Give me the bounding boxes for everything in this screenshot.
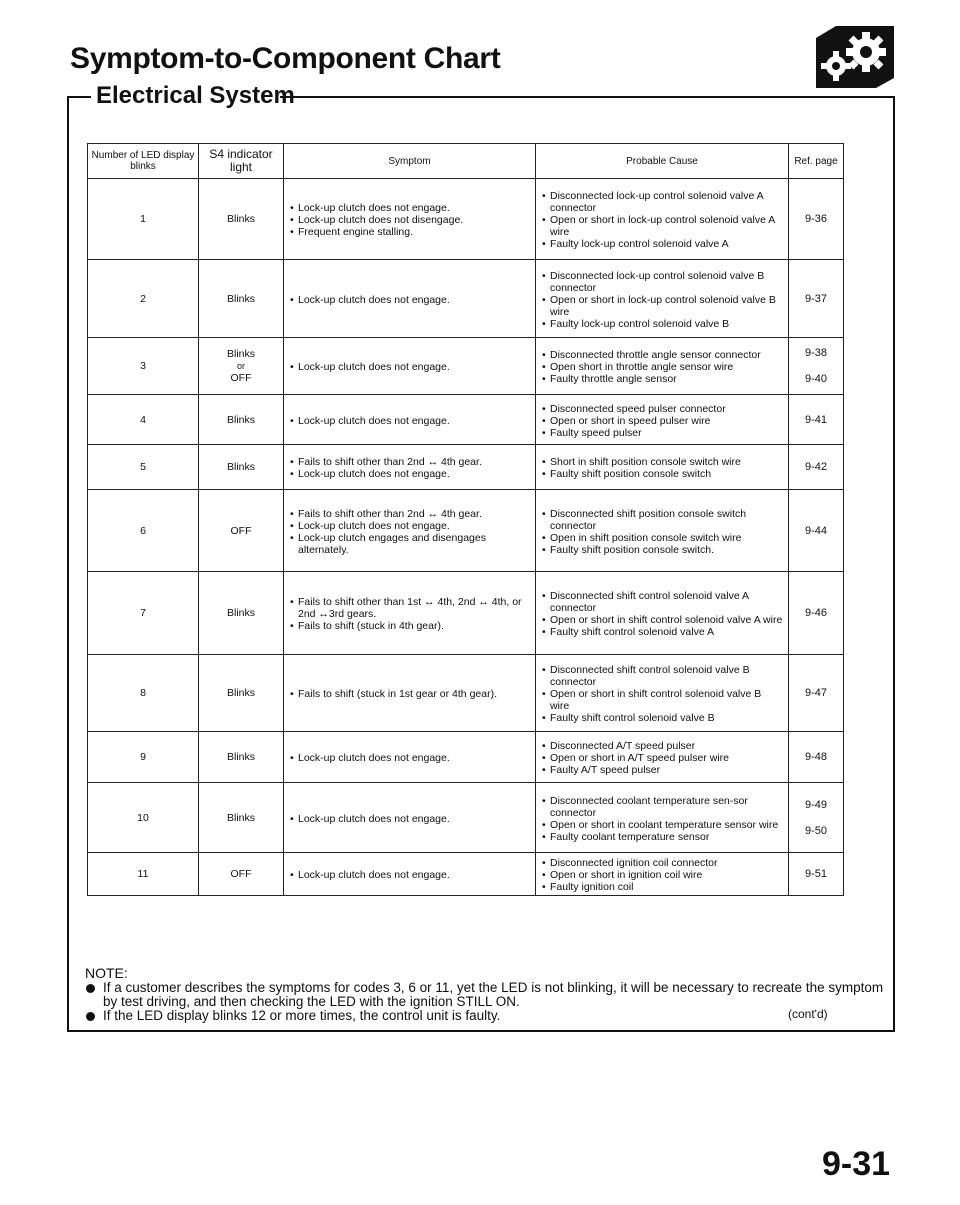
symptom-item (290, 214, 530, 226)
bullet-icon: • (290, 226, 294, 238)
note-bullet-icon (86, 1012, 95, 1021)
ref-page-cell (789, 395, 844, 445)
frame-border-top-left (67, 96, 91, 98)
cause-item-list (542, 795, 783, 843)
symptom-item-list (290, 294, 530, 306)
symptom-item (290, 869, 530, 881)
cause-cell (536, 490, 789, 572)
frame-border-bottom (67, 1030, 895, 1032)
bullet-icon: • (542, 238, 546, 250)
led-blink-count: 11 (88, 853, 199, 896)
cause-item-text: Open or short in lock-up control solenoid valve B wire (550, 293, 776, 318)
note-item (85, 981, 895, 1009)
symptom-item (290, 508, 530, 520)
bullet-icon: • (290, 869, 294, 881)
ref-page-cell (789, 853, 844, 896)
symptom-cell (284, 260, 536, 338)
cause-item (542, 869, 783, 881)
bullet-icon: • (290, 214, 294, 226)
cause-item (542, 318, 783, 330)
cause-item (542, 712, 783, 724)
cause-item (542, 508, 783, 532)
bullet-icon: • (542, 740, 546, 752)
s4-state-text: Blinks (226, 348, 255, 360)
cause-cell (536, 338, 789, 395)
bullet-icon: • (542, 688, 546, 700)
symptom-item-text: Fails to shift (stuck in 1st gear or 4th gear). (298, 688, 497, 700)
bullet-icon: • (290, 812, 294, 825)
header-probable-cause: Probable Cause (536, 144, 789, 179)
cause-item-text: Open or short in coolant temperature sensor wire (550, 818, 779, 831)
cause-item-text: Faulty coolant temperature sensor (550, 830, 710, 843)
bullet-icon: • (542, 269, 546, 282)
cause-item (542, 740, 783, 752)
ref-page-number: 9-41 (804, 413, 828, 426)
symptom-item-text: Lock-up clutch does not engage. (298, 812, 450, 825)
symptom-cell (284, 732, 536, 783)
symptom-item-text: Lock-up clutch does not engage. (298, 361, 450, 373)
cause-item-list (542, 456, 783, 480)
cause-item-text: Faulty shift control solenoid valve A (550, 626, 715, 638)
cause-item (542, 688, 783, 712)
cause-item-text: Disconnected ignition coil connector (550, 857, 718, 869)
symptom-cell (284, 179, 536, 260)
bullet-icon: • (542, 664, 546, 676)
ref-page-number: 9-44 (804, 524, 828, 537)
header-ref-page: Ref. page (789, 144, 844, 179)
cause-cell (536, 445, 789, 490)
cause-item (542, 238, 783, 250)
symptom-item (290, 468, 530, 480)
s4-state-text: Blinks (226, 607, 255, 619)
ref-page-cell (789, 732, 844, 783)
section-title: Electrical System (96, 82, 295, 109)
cause-item-list (542, 740, 783, 776)
symptom-item-text: Fails to shift other than 2nd ↔ 4th gear. (298, 507, 482, 520)
ref-page-cell (789, 260, 844, 338)
bullet-icon: • (542, 426, 546, 439)
bullet-icon: • (542, 468, 546, 480)
bullet-icon: • (542, 590, 546, 602)
symptom-cell (284, 853, 536, 896)
symptom-item-text: Lock-up clutch does not engage. (298, 869, 450, 881)
s4-indicator-state (199, 572, 284, 655)
cause-item (542, 190, 783, 214)
symptom-cell (284, 338, 536, 395)
bullet-icon: • (542, 373, 546, 385)
bullet-icon: • (290, 620, 294, 632)
led-blink-count: 5 (88, 445, 199, 490)
cause-item-text: Faulty shift position console switch (550, 468, 712, 480)
cause-item-text: Disconnected shift position console switch connector (550, 507, 747, 532)
symptom-item-list (290, 752, 530, 764)
bullet-icon: • (290, 361, 294, 373)
symptom-item (290, 532, 530, 556)
cause-cell (536, 783, 789, 853)
bullet-icon: • (290, 414, 294, 427)
header-s4-indicator: S4 indicator light (199, 144, 284, 179)
cause-item-list (542, 590, 783, 638)
led-blink-count: 3 (88, 338, 199, 395)
cause-item (542, 468, 783, 480)
symptom-item (290, 294, 530, 306)
cause-item (542, 214, 783, 238)
cause-item-text: Open or short in speed pulser wire (550, 414, 711, 427)
bullet-icon: • (290, 752, 294, 764)
ref-page-cell (789, 338, 844, 395)
cause-item-text: Disconnected A/T speed pulser (550, 740, 696, 752)
symptom-cell (284, 655, 536, 732)
symptom-item-text: Lock-up clutch does not engage. (298, 468, 450, 480)
ref-page-cell (789, 572, 844, 655)
symptom-table (87, 143, 844, 896)
symptom-item-list (290, 415, 530, 427)
cause-item-text: Open or short in lock-up control solenoid valve A wire (550, 214, 775, 238)
page-number: 9-31 (822, 1145, 891, 1183)
led-blink-count: 1 (88, 179, 199, 260)
bullet-icon: • (542, 818, 546, 831)
led-blink-count: 10 (88, 783, 199, 853)
led-blink-count: 6 (88, 490, 199, 572)
bullet-icon: • (542, 190, 546, 202)
cause-item (542, 361, 783, 373)
s4-indicator-state (199, 783, 284, 853)
cause-item (542, 831, 783, 843)
ref-page-cell (789, 490, 844, 572)
cause-item (542, 532, 783, 544)
bullet-icon: • (290, 519, 294, 532)
cause-item (542, 881, 783, 893)
bullet-icon: • (542, 456, 546, 468)
symptom-item-text: Lock-up clutch does not engage. (298, 519, 450, 532)
cause-item (542, 752, 783, 764)
symptom-item (290, 520, 530, 532)
s4-state-text: Blinks (226, 687, 255, 699)
table-row (88, 572, 844, 655)
cause-item (542, 614, 783, 626)
bullet-icon: • (542, 764, 546, 776)
symptom-item-list (290, 456, 530, 480)
symptom-cell (284, 395, 536, 445)
cause-item-list (542, 349, 783, 385)
cause-item (542, 590, 783, 614)
cause-item-list (542, 857, 783, 893)
cause-item-text: Open in shift position console switch wire (550, 531, 742, 544)
led-blink-count: 4 (88, 395, 199, 445)
cause-cell (536, 572, 789, 655)
cause-item-list (542, 190, 783, 250)
bullet-icon: • (542, 869, 546, 881)
continued-label: (cont'd) (788, 1007, 828, 1021)
symptom-item-list (290, 596, 530, 632)
cause-item-text: Disconnected lock-up control solenoid valve A connector (550, 190, 764, 214)
cause-item-text: Faulty shift control solenoid valve B (550, 712, 715, 724)
s4-indicator-state (199, 853, 284, 896)
bullet-icon: • (542, 531, 546, 544)
cause-item-list (542, 664, 783, 724)
bullet-icon: • (290, 507, 294, 520)
table-row (88, 179, 844, 260)
symptom-cell (284, 490, 536, 572)
header-led-blinks: Number of LED display blinks (88, 144, 199, 179)
symptom-item-text: Lock-up clutch does not disengage. (298, 214, 464, 226)
table-row (88, 490, 844, 572)
s4-state-text: OFF (230, 868, 252, 880)
s4-indicator-state (199, 490, 284, 572)
s4-state-text: Blinks (226, 292, 255, 305)
led-blink-count: 2 (88, 260, 199, 338)
led-blink-count: 9 (88, 732, 199, 783)
cause-cell (536, 395, 789, 445)
s4-indicator-state (199, 445, 284, 490)
bullet-icon: • (290, 293, 294, 306)
cause-item-list (542, 403, 783, 439)
note-bullet-icon (86, 984, 95, 993)
symptom-item-text: Fails to shift other than 1st ↔ 4th, 2nd ↔ 4th, or 2nd ↔3rd gears. (298, 596, 522, 620)
cause-item-text: Disconnected shift control solenoid valve B connector (550, 664, 750, 688)
bullet-icon: • (290, 688, 294, 700)
table-header-row (88, 144, 844, 179)
s4-state-text: Blinks (226, 213, 255, 225)
table-row (88, 260, 844, 338)
s4-indicator-state (199, 732, 284, 783)
cause-item-text: Disconnected lock-up control solenoid valve B connector (550, 269, 765, 294)
cause-item (542, 415, 783, 427)
led-blink-count: 7 (88, 572, 199, 655)
table-row (88, 655, 844, 732)
cause-item (542, 664, 783, 688)
cause-item (542, 795, 783, 819)
cause-item (542, 456, 783, 468)
ref-page-number: 9-46 (804, 607, 828, 619)
symptom-item-list (290, 508, 530, 556)
bullet-icon: • (542, 361, 546, 373)
bullet-icon: • (542, 626, 546, 638)
bullet-icon: • (542, 317, 546, 330)
led-blink-count: 8 (88, 655, 199, 732)
symptom-cell (284, 783, 536, 853)
cause-item-text: Faulty lock-up control solenoid valve B (550, 317, 730, 330)
frame-border-top-right (280, 96, 893, 98)
table-row (88, 853, 844, 896)
cause-item-text: Faulty throttle angle sensor (550, 373, 677, 385)
frame-border-right (893, 96, 895, 1030)
cause-item-text: Open or short in ignition coil wire (550, 869, 703, 881)
symptom-item (290, 456, 530, 468)
cause-item-text: Faulty speed pulser (550, 426, 642, 439)
symptom-item-list (290, 361, 530, 373)
ref-page-cell (789, 179, 844, 260)
symptom-item-text: Lock-up clutch does not engage. (298, 293, 450, 306)
bullet-icon: • (542, 507, 546, 520)
ref-page-cell (789, 445, 844, 490)
cause-item-text: Short in shift position console switch wire (550, 456, 741, 468)
cause-item-text: Faulty A/T speed pulser (550, 764, 661, 776)
bullet-icon: • (290, 468, 294, 480)
symptom-item (290, 361, 530, 373)
bullet-icon: • (542, 881, 546, 893)
ref-page-number: 9-51 (804, 868, 828, 880)
cause-item (542, 819, 783, 831)
symptom-item-text: Lock-up clutch does not engage. (298, 752, 450, 764)
s4-state-text: Blinks (226, 413, 255, 426)
symptom-item-text: Frequent engine stalling. (298, 226, 413, 238)
bullet-icon: • (542, 794, 546, 807)
ref-page-number: 9-38 (804, 347, 828, 359)
cause-item-text: Open or short in shift control solenoid valve A wire (550, 614, 783, 626)
s4-state-text: OFF (230, 524, 252, 537)
symptom-item (290, 620, 530, 632)
cause-item-text: Open or short in A/T speed pulser wire (550, 752, 729, 764)
cause-item-list (542, 270, 783, 330)
cause-item (542, 427, 783, 439)
bullet-icon: • (542, 402, 546, 415)
s4-indicator-state (199, 338, 284, 395)
s4-state-text: Blinks (226, 751, 255, 763)
table-row (88, 395, 844, 445)
bullet-icon: • (542, 830, 546, 843)
cause-cell (536, 260, 789, 338)
s4-indicator-state (199, 260, 284, 338)
ref-page-number: 9-36 (804, 213, 828, 225)
symptom-item (290, 752, 530, 764)
cause-item (542, 764, 783, 776)
table-row (88, 445, 844, 490)
symptom-item-list (290, 688, 530, 700)
ref-page-number: 9-40 (804, 373, 828, 385)
s4-indicator-state (199, 179, 284, 260)
cause-item (542, 544, 783, 556)
symptom-item (290, 415, 530, 427)
ref-page-number: 9-48 (804, 751, 828, 763)
cause-item-text: Faulty ignition coil (550, 881, 634, 893)
cause-item (542, 349, 783, 361)
s4-state-text: Blinks (226, 811, 255, 824)
s4-state-text: or (236, 361, 245, 371)
bullet-icon: • (542, 214, 546, 226)
s4-indicator-state (199, 655, 284, 732)
cause-item (542, 270, 783, 294)
cause-cell (536, 732, 789, 783)
bullet-icon: • (542, 414, 546, 427)
ref-page-number: 9-50 (804, 824, 828, 837)
symptom-item-list (290, 202, 530, 238)
symptom-item-text: Fails to shift other than 2nd ↔ 4th gear. (298, 456, 482, 468)
transmission-gears-icon (808, 20, 896, 90)
symptom-item-list (290, 869, 530, 881)
symptom-cell (284, 445, 536, 490)
cause-item-text: Disconnected speed pulser connector (550, 402, 726, 415)
ref-page-number: 9-37 (804, 292, 828, 305)
note-text: If a customer describes the symptoms for codes 3, 6 or 11, yet the LED is not blinking, it will be necessary to recreate the symptom by test driving, and then checking the LED with the ignition STILL ON. (103, 980, 884, 1009)
frame-border-left (67, 96, 69, 1030)
bullet-icon: • (542, 349, 546, 361)
bullet-icon: • (542, 712, 546, 724)
note-item (85, 1009, 895, 1023)
bullet-icon: • (290, 456, 294, 468)
note-text: If the LED display blinks 12 or more times, the control unit is faulty. (103, 1008, 501, 1023)
symptom-item-text: Lock-up clutch does not engage. (298, 202, 450, 214)
cause-item-text: Open or short in shift control solenoid valve B wire (550, 688, 762, 712)
cause-item (542, 403, 783, 415)
table-row (88, 338, 844, 395)
ref-page-number: 9-49 (804, 798, 828, 811)
bullet-icon: • (290, 596, 294, 608)
note-label: NOTE: (85, 965, 128, 981)
symptom-item (290, 813, 530, 825)
bullet-icon: • (542, 752, 546, 764)
header-symptom: Symptom (284, 144, 536, 179)
ref-page-number: 9-47 (804, 687, 828, 699)
symptom-item (290, 688, 530, 700)
cause-cell (536, 853, 789, 896)
bullet-icon: • (290, 531, 294, 544)
symptom-item-list (290, 813, 530, 825)
cause-item-text: Disconnected throttle angle sensor connector (550, 349, 761, 361)
symptom-item-text: Lock-up clutch engages and disengages alternately. (298, 531, 486, 556)
cause-item-list (542, 508, 783, 556)
symptom-item-text: Fails to shift (stuck in 4th gear). (298, 620, 444, 632)
cause-item (542, 857, 783, 869)
bullet-icon: • (290, 202, 294, 214)
ref-page-cell (789, 783, 844, 853)
symptom-cell (284, 572, 536, 655)
cause-item-text: Faulty lock-up control solenoid valve A (550, 238, 729, 250)
bullet-icon: • (542, 293, 546, 306)
cause-item (542, 373, 783, 385)
notes-list (85, 981, 895, 1023)
table-row (88, 732, 844, 783)
symptom-item-text: Lock-up clutch does not engage. (298, 414, 450, 427)
s4-state-text: OFF (230, 372, 252, 384)
cause-item (542, 294, 783, 318)
cause-item-text: Open short in throttle angle sensor wire (550, 361, 734, 373)
cause-item-text: Faulty shift position console switch. (550, 543, 714, 556)
s4-indicator-state (199, 395, 284, 445)
symptom-item (290, 202, 530, 214)
cause-cell (536, 655, 789, 732)
symptom-item (290, 596, 530, 620)
s4-state-text: Blinks (226, 461, 255, 473)
symptom-item (290, 226, 530, 238)
cause-item-text: Disconnected shift control solenoid valve A connector (550, 590, 749, 614)
cause-cell (536, 179, 789, 260)
bullet-icon: • (542, 543, 546, 556)
bullet-icon: • (542, 857, 546, 869)
table-row (88, 783, 844, 853)
ref-page-cell (789, 655, 844, 732)
page-title: Symptom-to-Component Chart (70, 42, 501, 75)
ref-page-number: 9-42 (804, 461, 828, 473)
cause-item (542, 626, 783, 638)
bullet-icon: • (542, 614, 546, 626)
cause-item-text: Disconnected coolant temperature sen-sor connector (550, 794, 748, 819)
